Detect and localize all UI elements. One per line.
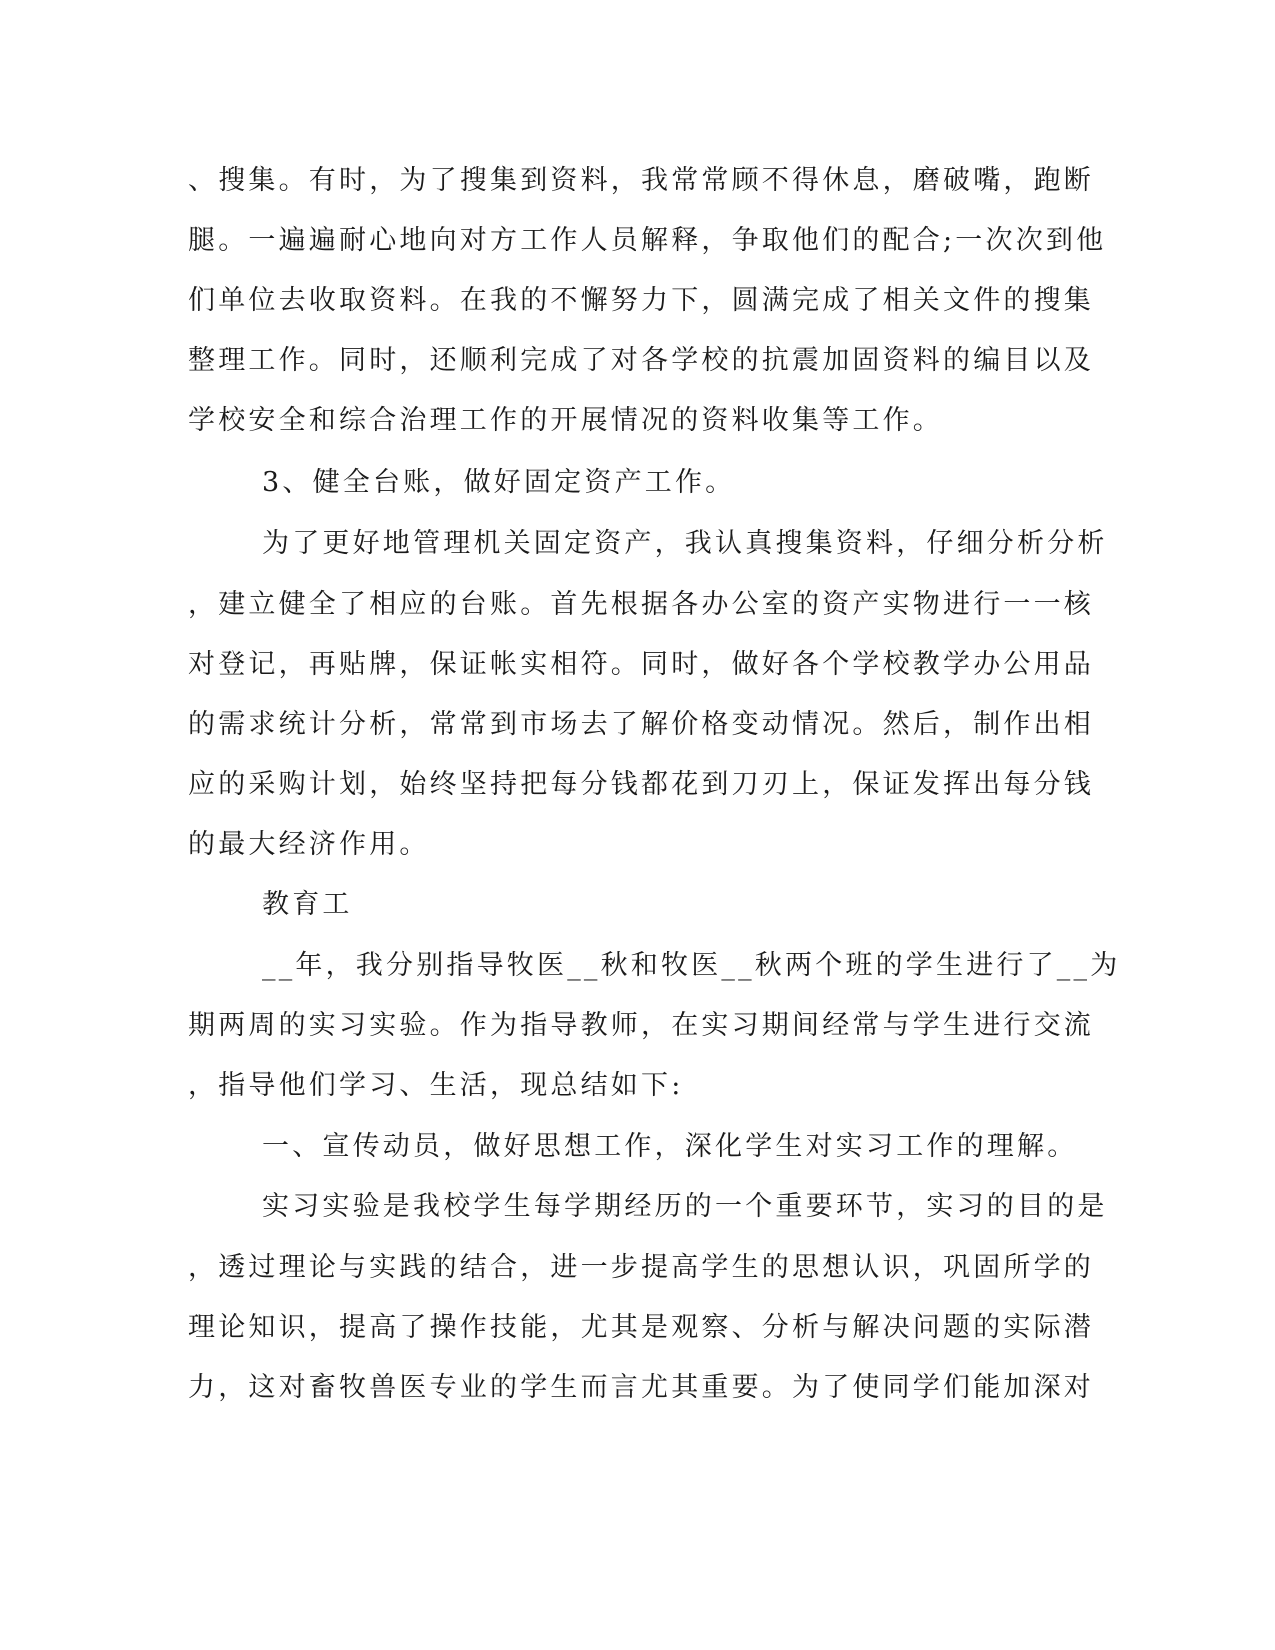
text-line: 的需求统计分析，常常到市场去了解价格变动情况。然后，制作出相 (188, 709, 1094, 740)
text-line: 整理工作。同时，还顺利完成了对各学校的抗震加固资料的编目以及 (188, 345, 1094, 376)
section-heading: 教育工 (262, 889, 353, 920)
section-heading: 一、宣传动员，做好思想工作，深化学生对实习工作的理解。 (262, 1131, 1078, 1162)
text-line: ，建立健全了相应的台账。首先根据各办公室的资产实物进行一一核 (188, 589, 1094, 620)
text-line: 应的采购计划，始终坚持把每分钱都花到刀刃上，保证发挥出每分钱 (188, 769, 1094, 800)
text-line: 理论知识，提高了操作技能，尤其是观察、分析与解决问题的实际潜 (188, 1312, 1094, 1343)
text-line: 的最大经济作用。 (188, 829, 430, 860)
text-line: 力，这对畜牧兽医专业的学生而言尤其重要。为了使同学们能加深对 (188, 1372, 1094, 1403)
text-line: 、搜集。有时，为了搜集到资料，我常常顾不得休息，磨破嘴，跑断 (188, 165, 1094, 196)
section-heading: 3、健全台账，做好固定资产工作。 (262, 467, 736, 498)
text-line: 腿。一遍遍耐心地向对方工作人员解释，争取他们的配合;一次次到他 (188, 225, 1107, 256)
text-line: __年，我分别指导牧医__秋和牧医__秋两个班的学生进行了__为 (262, 950, 1121, 981)
text-line: 实习实验是我校学生每学期经历的一个重要环节，实习的目的是 (262, 1191, 1108, 1222)
text-line: 为了更好地管理机关固定资产，我认真搜集资料，仔细分析分析 (262, 528, 1108, 559)
text-line: 学校安全和综合治理工作的开展情况的资料收集等工作。 (188, 405, 943, 436)
text-line: ，透过理论与实践的结合，进一步提高学生的思想认识，巩固所学的 (188, 1252, 1094, 1283)
text-line: 们单位去收取资料。在我的不懈努力下，圆满完成了相关文件的搜集 (188, 285, 1094, 316)
text-line: ，指导他们学习、生活，现总结如下: (188, 1070, 684, 1101)
text-line: 期两周的实习实验。作为指导教师，在实习期间经常与学生进行交流 (188, 1010, 1094, 1041)
text-line: 对登记，再贴牌，保证帐实相符。同时，做好各个学校教学办公用品 (188, 649, 1094, 680)
